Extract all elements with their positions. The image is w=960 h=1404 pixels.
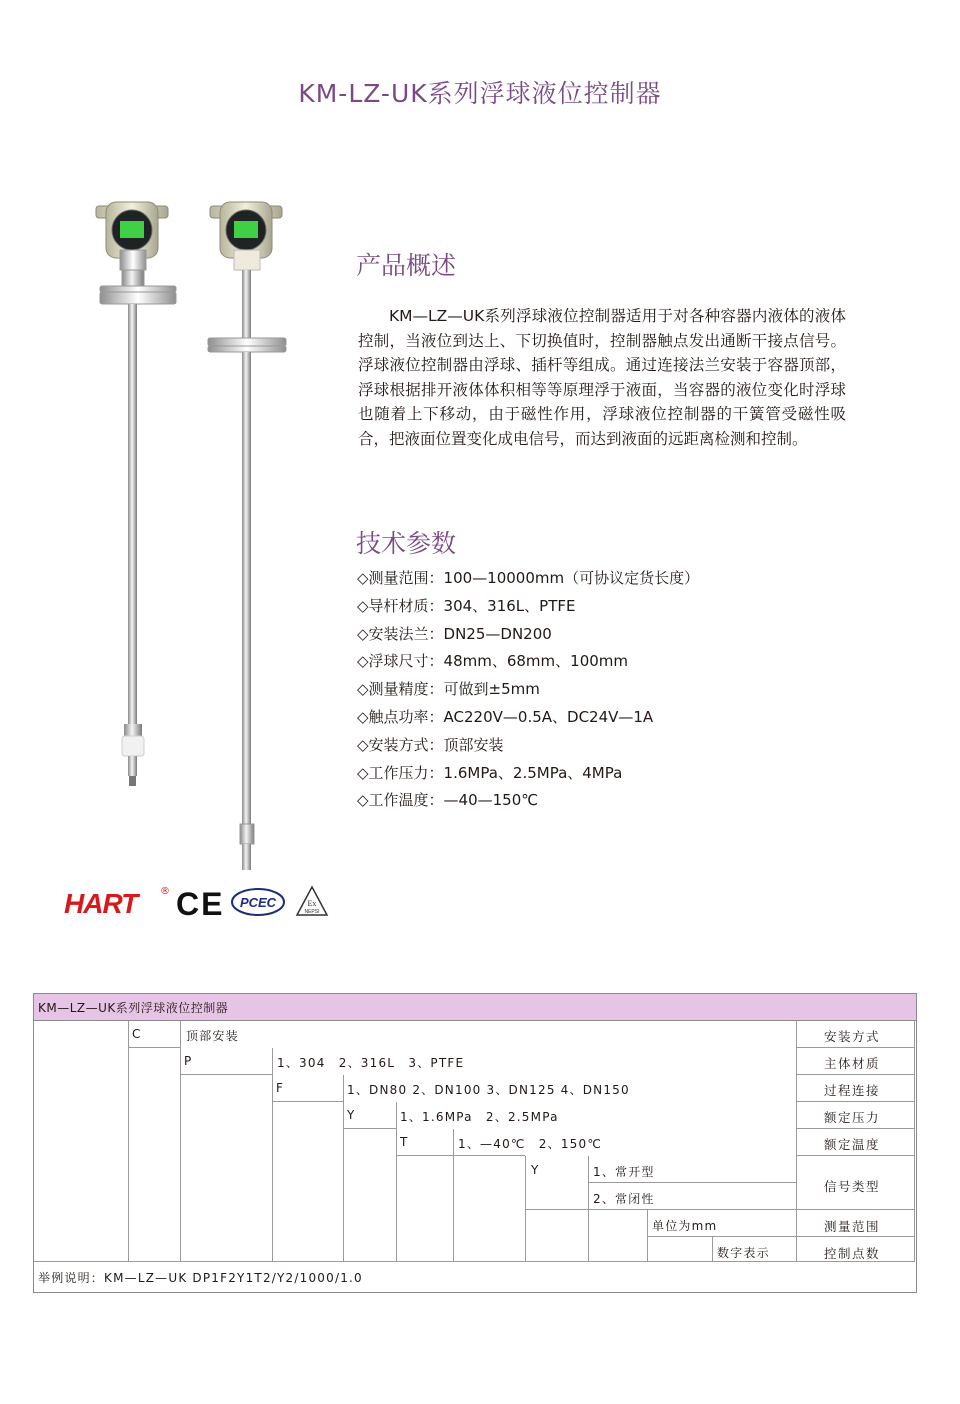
spec-item: ◇安装法兰：DN25—DN200	[357, 624, 552, 643]
spec-item: ◇工作温度：—40—150℃	[357, 791, 539, 810]
table-grid-line	[796, 1047, 914, 1048]
table-grid-line	[128, 1047, 180, 1048]
table-grid-line	[588, 1182, 796, 1183]
registered-mark: ®	[160, 886, 170, 897]
table-grid-line	[453, 1129, 454, 1261]
svg-text:Ex: Ex	[307, 899, 317, 908]
page-title: KM-LZ-UK系列浮球液位控制器	[298, 79, 662, 108]
option-normally-closed: 2、常闭性	[593, 1192, 655, 1206]
overview-paragraph: KM—LZ—UK系列浮球液位控制器适用于对各种容器内液体的液体控制，当液位到达上、下切换值时，控制器触点发出通断干接点信号。浮球液位控制器由浮球、插杆等组成。通过连接法兰安装于容器顶部，浮球根据排开液体体积相等等原理浮于液面，当容器的液位变化时浮球也随着上下移动，由于磁性作用，浮球液位控制器的干簧管受磁性吸合，把液面位置变化成电信号，而达到液面的远距离检测和控制。	[358, 307, 846, 448]
table-grid-line	[34, 1261, 915, 1262]
table-grid-line	[343, 1075, 344, 1261]
label-signal: 信号类型	[824, 1179, 881, 1194]
spec-item: ◇触点功率：AC220V—0.5A、DC24V—1A	[357, 707, 654, 726]
table-header	[34, 994, 916, 1021]
table-header-title: KM—LZ—UK系列浮球液位控制器	[38, 1001, 229, 1015]
svg-text:NEPSI: NEPSI	[304, 909, 320, 915]
spec-item: ◇测量精度：可做到±5mm	[357, 680, 540, 699]
option-digits: 数字表示	[717, 1246, 770, 1260]
table-grid-line	[396, 1102, 397, 1261]
right-controller	[208, 202, 286, 870]
option-normally-open: 1、常开型	[593, 1165, 655, 1179]
label-install: 安装方式	[824, 1029, 881, 1044]
code-t: T	[400, 1135, 409, 1149]
specs-heading: 技术参数	[356, 529, 457, 558]
left-controller	[96, 202, 176, 786]
option-material: 1、304 2、316L 3、PTFE	[277, 1056, 465, 1070]
overview-heading: 产品概述	[356, 251, 457, 280]
table-grid-line	[180, 1074, 272, 1075]
code-y-pressure: Y	[347, 1108, 356, 1122]
label-pressure: 额定压力	[824, 1110, 881, 1125]
table-grid-line	[914, 1021, 915, 1261]
spec-item: ◇工作压力：1.6MPa、2.5MPa、4MPa	[357, 763, 623, 782]
option-unit-mm: 单位为mm	[652, 1219, 718, 1233]
spec-item: ◇浮球尺寸：48mm、68mm、100mm	[357, 652, 629, 671]
table-grid-line	[128, 1021, 129, 1261]
spec-item: ◇安装方式：顶部安装	[357, 735, 504, 754]
spec-list	[357, 565, 699, 815]
table-grid-line	[396, 1155, 525, 1156]
spec-item: ◇导杆材质：304、316L、PTFE	[357, 596, 576, 615]
table-grid-line	[343, 1128, 396, 1129]
table-grid-line	[796, 1101, 914, 1102]
table-grid-line	[525, 1209, 796, 1210]
label-material: 主体材质	[824, 1056, 881, 1071]
code-p: P	[184, 1054, 193, 1068]
svg-text:PCEC: PCEC	[239, 895, 277, 910]
option-connection: 1、DN80 2、DN100 3、DN125 4、DN150	[347, 1083, 630, 1097]
option-pressure: 1、1.6MPa 2、2.5MPa	[400, 1110, 559, 1124]
label-connection: 过程连接	[824, 1083, 881, 1098]
pcec-logo	[230, 886, 286, 918]
table-grid-line	[272, 1048, 273, 1261]
table-grid-line	[796, 1128, 914, 1129]
table-grid-line	[796, 1209, 914, 1210]
order-code-table	[33, 993, 917, 1293]
nepsi-ex-logo	[294, 884, 330, 920]
label-range: 测量范围	[824, 1219, 881, 1234]
hart-logo: HART	[64, 888, 138, 919]
code-c: C	[132, 1027, 142, 1041]
table-grid-line	[796, 1155, 914, 1156]
table-grid-line	[712, 1237, 713, 1261]
table-grid-line	[796, 1236, 914, 1237]
product-photo	[60, 190, 300, 880]
label-temperature: 额定温度	[824, 1137, 881, 1152]
table-grid-line	[647, 1236, 796, 1237]
table-grid-line	[272, 1101, 343, 1102]
code-f: F	[276, 1081, 285, 1095]
code-y-signal: Y	[531, 1163, 540, 1177]
spec-item: ◇测量范围：100—10000mm（可协议定货长度）	[357, 569, 700, 587]
order-example: 举例说明：KM—LZ—UK DP1F2Y1T2/Y2/1000/1.0	[38, 1271, 363, 1285]
option-temperature: 1、—40℃ 2、150℃	[458, 1137, 602, 1151]
option-install: 顶部安装	[186, 1029, 239, 1043]
label-points: 控制点数	[824, 1246, 881, 1261]
table-grid-line	[180, 1021, 181, 1261]
ce-logo: CE	[176, 886, 225, 922]
table-grid-line	[796, 1021, 797, 1261]
table-grid-line	[796, 1074, 914, 1075]
